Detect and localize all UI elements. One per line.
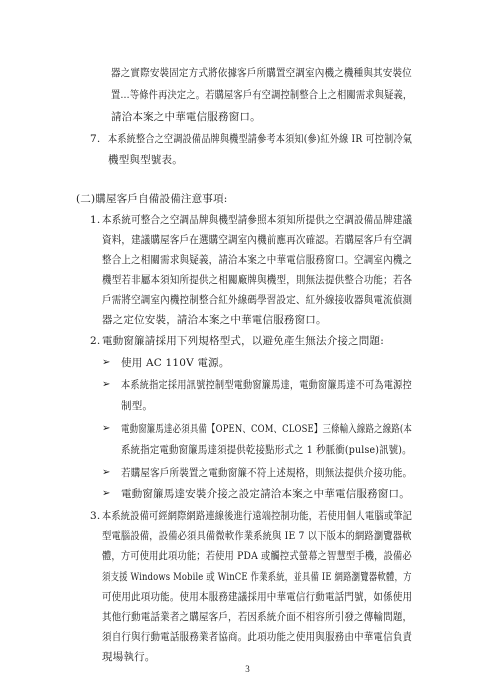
paragraph-line: 須自行與行動電話服務業者協商。此項功能之使用與服務由中華電信負責 <box>102 631 413 643</box>
arrow-bullet-icon: ➢ <box>102 423 111 434</box>
arrow-bullet-icon: ➢ <box>102 357 111 368</box>
bullet-line: 若購屋客戶所裝置之電動窗簾不符上述規格，則無法提供介接功能。 <box>121 467 413 479</box>
paragraph-line: 器之實際安裝固定方式將依據客戶所購置空調室內機之機種與其安裝位 <box>111 67 412 79</box>
paragraph-line: 電動窗簾請採用下列規格型式，以避免產生無法介接之問題: <box>102 335 384 347</box>
paragraph-line: 本系統整合之空調設備品牌與機型請參考本須知(參)紅外線 IR 可控制冷氣 <box>108 133 413 145</box>
paragraph-line: 其他行動電話業者之購屋客戶，若因系統介面不相容所引發之傳輸問題， <box>102 611 413 623</box>
list-number: 2. <box>90 335 101 347</box>
bullet-line: 本系統指定採用訊號控制型電動窗簾馬達，電動窗簾馬達不可為電源控 <box>121 379 412 391</box>
list-number: 7. <box>90 133 101 145</box>
paragraph-line: 可使用此項功能。使用本服務建議採用中華電信行動電話門號，如係使用 <box>102 591 413 603</box>
arrow-bullet-icon: ➢ <box>102 488 111 499</box>
bullet-line: 電動窗簾馬達安裝介接之設定請洽本案之中華電信服務窗口。 <box>121 488 410 500</box>
paragraph-line: 機型與型號表。 <box>108 154 183 166</box>
paragraph-line: 體，方可使用此項功能；若使用 PDA 或觸控式螢幕之智慧型手機，設備必 <box>102 550 412 562</box>
list-number: 3. <box>90 510 101 522</box>
bullet-line: 系統指定電動窗簾馬達須提供乾接點形式之 1 秒脈衝(pulse)訊號)。 <box>121 444 412 456</box>
list-number: 1. <box>90 214 101 226</box>
section-heading: (二)購屋客戶自備設備注意事項: <box>76 193 228 205</box>
paragraph-line: 戶需將空調室內機控制整合紅外線碼學習設定、紅外線接收器與電流偵測 <box>102 294 413 306</box>
paragraph-line: 本系統設備可經網際網路連線後進行遠端控制功能，若使用個人電腦或筆記 <box>102 510 413 522</box>
paragraph-line: 置…等條件再決定之。若購屋客戶有空調控制整合上之相關需求與疑義， <box>111 89 413 101</box>
paragraph-line: 資料，建議購屋客戶在選購空調室內機前應再次確認。若購屋客戶有空調 <box>102 234 413 246</box>
paragraph-line: 器之定位安裝，請洽本案之中華電信服務窗口。 <box>102 314 327 326</box>
paragraph-line: 須支援 Windows Mobile 或 WinCE 作業系統，並具備 IE 網路瀏覽器軟體，方 <box>102 571 412 583</box>
arrow-bullet-icon: ➢ <box>102 379 111 390</box>
paragraph-line: 請洽本案之中華電信服務窗口。 <box>111 111 261 123</box>
paragraph-line: 整合上之相關需求與疑義，請洽本案之中華電信服務窗口。空調室內機之 <box>102 254 413 266</box>
paragraph-line: 本系統可整合之空調品牌與機型請參照本須知所提供之空調設備品牌建議 <box>102 214 413 226</box>
paragraph-line: 型電腦設備，設備必須具備微軟作業系統與 IE 7 以下版本的網路瀏覽器軟 <box>102 530 412 542</box>
bullet-line: 使用 AC 110V 電源。 <box>121 357 230 369</box>
arrow-bullet-icon: ➢ <box>102 467 111 478</box>
page-number: 3 <box>245 664 250 674</box>
paragraph-line: 現場執行。 <box>102 651 156 663</box>
paragraph-line: 機型若非屬本須知所提供之相關廠牌與機型，則無法提供整合功能；若各 <box>102 274 413 286</box>
bullet-line: 制型。 <box>121 400 154 412</box>
bullet-line: 電動窗簾馬達必須具備【OPEN、COM、CLOSE】三條輸入線路之線路(本 <box>121 423 412 435</box>
